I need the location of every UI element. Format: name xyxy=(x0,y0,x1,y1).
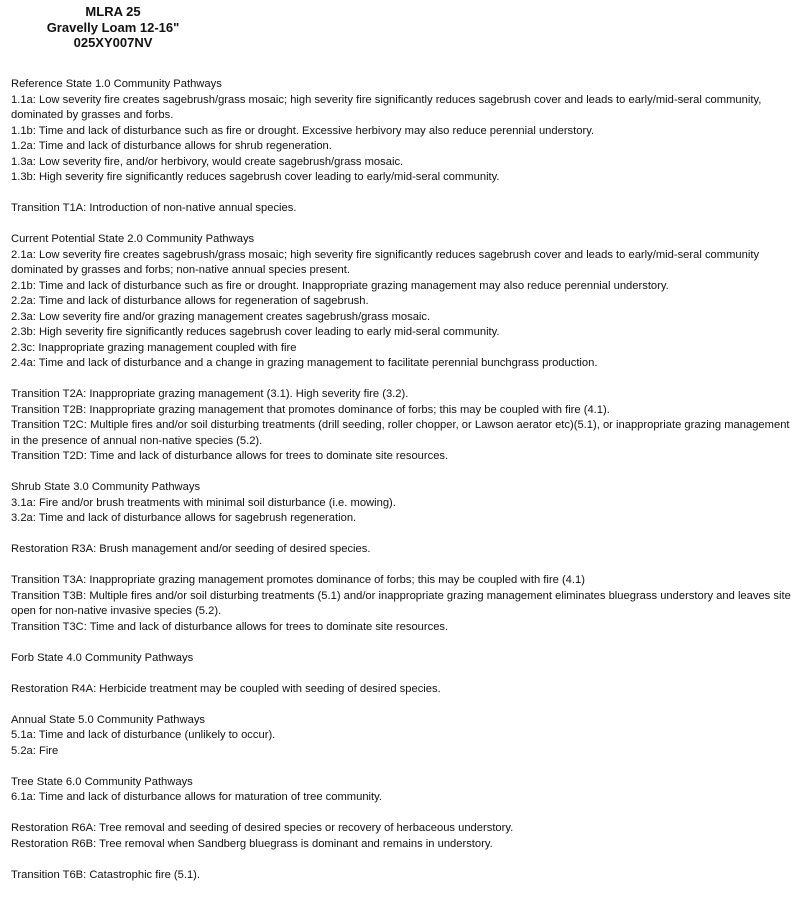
section-line: 3.2a: Time and lack of disturbance allows for sagebrush regeneration. xyxy=(11,512,357,524)
section-line: 1.1a: Low severity fire creates sagebrush/grass mosaic; high severity fire significantly reduces sagebrush cover and leads to early/mid-seral community, dominated by grasses and forbs. xyxy=(11,93,762,121)
section-line: 2.4a: Time and lack of disturbance and a change in grazing management to facilitate perennial bunchgrass production. xyxy=(11,357,598,369)
section-line: 1.2a: Time and lack of disturbance allows for shrub regeneration. xyxy=(11,140,332,152)
section-line-first: Current Potential State 2.0 Community Pathways xyxy=(11,233,255,245)
section-line: Restoration R6B: Tree removal when Sandberg bluegrass is dominant and remains in understory. xyxy=(11,837,493,850)
section-line: 1.1b: Time and lack of disturbance such as fire or drought. Excessive herbivory may also reduce perennial understory. xyxy=(11,124,595,137)
text-section xyxy=(11,775,791,806)
section-line-first: Restoration R6A: Tree removal and seeding of desired species or recovery of herbaceous understory. xyxy=(11,822,514,834)
section-line-first: Reference State 1.0 Community Pathways xyxy=(11,78,222,90)
document-body xyxy=(11,77,791,899)
section-line: 5.1a: Time and lack of disturbance (unlikely to occur). xyxy=(11,729,276,741)
section-line: Transition T2B: Inappropriate grazing management that promotes dominance of forbs; this may be coupled with fire (4.1). xyxy=(11,403,610,416)
section-line: 2.3b: High severity fire significantly reduces sagebrush cover leading to early mid-seral community. xyxy=(11,326,500,338)
section-line-first: Forb State 4.0 Community Pathways xyxy=(11,651,194,664)
section-line: 1.3b: High severity fire significantly reduces sagebrush cover leading to early/mid-seral community. xyxy=(11,171,500,183)
text-section xyxy=(11,77,791,186)
section-line-first: Transition T2A: Inappropriate grazing management (3.1). High severity fire (3.2). xyxy=(11,388,409,400)
section-line: Transition T2D: Time and lack of disturbance allows for trees to dominate site resources. xyxy=(11,450,449,462)
section-line: 2.1b: Time and lack of disturbance such as fire or drought. Inappropriate grazing management may also reduce perennial understory. xyxy=(11,279,669,292)
section-line: 2.2a: Time and lack of disturbance allows for regeneration of sagebrush. xyxy=(11,295,369,307)
section-line-first: Transition T3A: Inappropriate grazing management promotes dominance of forbs; this may be coupled with fire (4.1) xyxy=(11,574,585,586)
section-line-first: Transition T1A: Introduction of non-native annual species. xyxy=(11,202,297,214)
text-section xyxy=(11,713,791,760)
section-line-first: Restoration R3A: Brush management and/or seeding of desired species. xyxy=(11,543,371,555)
section-line: Transition T3B: Multiple fires and/or soil disturbing treatments (5.1) and/or inappropriate grazing management eliminates bluegrass understory and leaves site open for non-native invasive species (5.2). xyxy=(11,589,791,617)
header-mlra: MLRA 25 xyxy=(85,4,141,19)
section-line: 5.2a: Fire xyxy=(11,744,59,757)
text-section xyxy=(11,232,791,372)
text-section xyxy=(11,821,791,852)
section-line-first: Tree State 6.0 Community Pathways xyxy=(11,775,193,788)
text-section xyxy=(11,682,791,698)
section-line: Transition T3C: Time and lack of disturbance allows for trees to dominate site resources. xyxy=(11,620,449,633)
header-site-name: Gravelly Loam 12-16" xyxy=(46,19,180,35)
text-section xyxy=(11,201,791,217)
section-line-first: Shrub State 3.0 Community Pathways xyxy=(11,481,201,493)
section-line-first: Annual State 5.0 Community Pathways xyxy=(11,713,206,726)
section-line: 2.3c: Inappropriate grazing management coupled with fire xyxy=(11,341,297,354)
text-section xyxy=(11,573,791,635)
text-section xyxy=(11,651,791,667)
section-line: 3.1a: Fire and/or brush treatments with minimal soil disturbance (i.e. mowing). xyxy=(11,496,396,509)
text-section xyxy=(11,480,791,527)
text-section xyxy=(11,868,791,884)
document-header xyxy=(8,4,218,51)
section-line: 2.1a: Low severity fire creates sagebrush/grass mosaic; high severity fire significantly reduces sagebrush cover and leads to early/mid-seral community dominated by grasses and forbs; non-native annual species present. xyxy=(11,248,760,276)
text-section xyxy=(11,542,791,558)
text-section xyxy=(11,387,791,465)
section-line-first: Restoration R4A: Herbicide treatment may be coupled with seeding of desired species. xyxy=(11,682,441,695)
section-line: 1.3a: Low severity fire, and/or herbivory, would create sagebrush/grass mosaic. xyxy=(11,155,404,168)
section-line: 6.1a: Time and lack of disturbance allows for maturation of tree community. xyxy=(11,791,383,803)
section-line: 2.3a: Low severity fire and/or grazing management creates sagebrush/grass mosaic. xyxy=(11,310,431,323)
section-line: Transition T2C: Multiple fires and/or soil disturbing treatments (drill seeding, roller chopper, or Lawson aerator etc)(5.1), or inappropriate grazing management in the presence of annual non-native species (5.2). xyxy=(11,419,790,447)
section-line-first: Transition T6B: Catastrophic fire (5.1). xyxy=(11,868,201,881)
header-site-id: 025XY007NV xyxy=(73,35,153,50)
